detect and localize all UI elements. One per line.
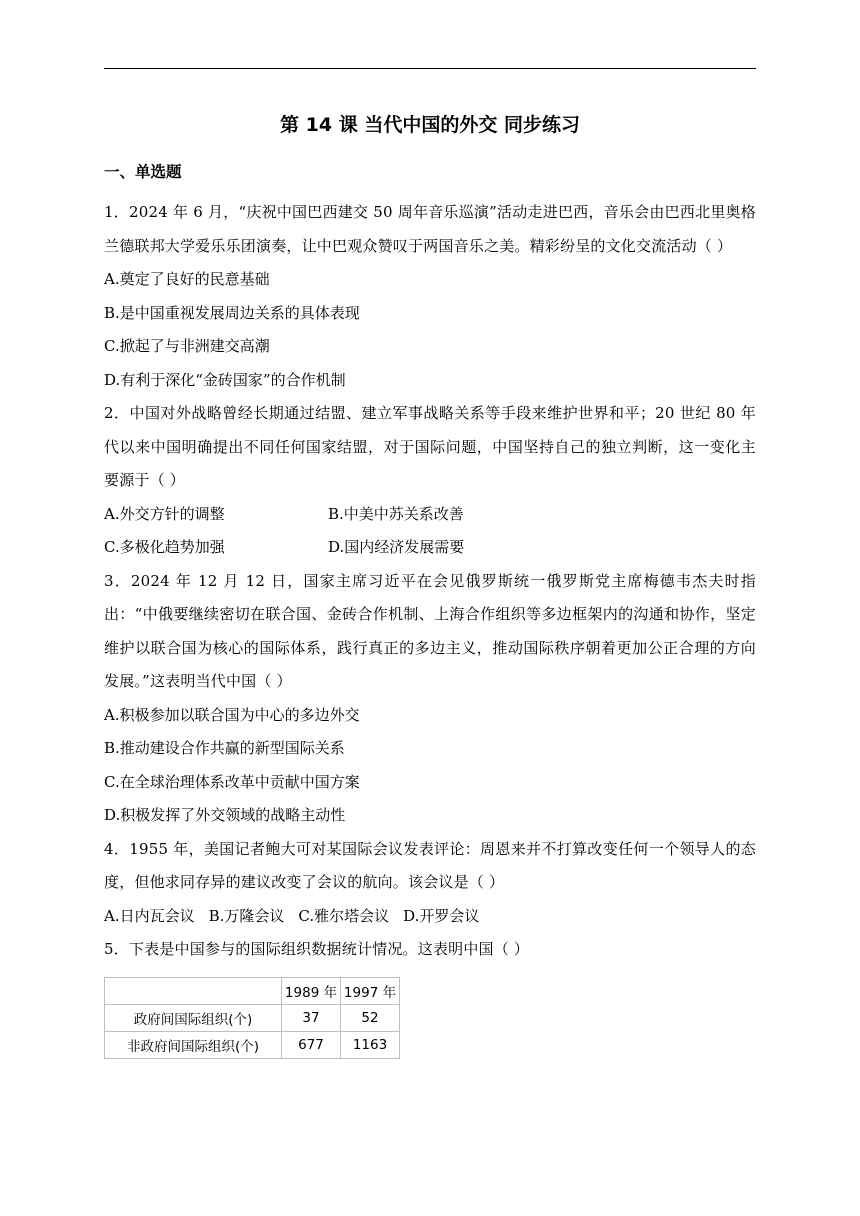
table-row	[105, 1004, 400, 1031]
question-2-stem: 2．中国对外战略曾经长期通过结盟、建立军事战略关系等手段来维护世界和平；20 世纪 80 年代以来中国明确提出不同任何国家结盟，对于国际问题，中国坚持自己的独立判断，这一变化主要源于（ ）	[104, 404, 756, 489]
table-row	[105, 1031, 400, 1058]
question-5-stem: 5．下表是中国参与的国际组织数据统计情况。这表明中国（ ）	[104, 940, 530, 958]
table-cell: 37	[282, 1004, 341, 1031]
header-rule	[104, 68, 756, 69]
table-header-row	[105, 977, 400, 1004]
question-3-option-b[interactable]: B.推动建设合作共赢的新型国际关系	[104, 739, 345, 757]
question-4-options-row	[104, 900, 756, 934]
question-2-option-a[interactable]: A.外交方针的调整	[104, 504, 225, 523]
question-2-options-row-1	[104, 498, 756, 532]
question-2-options-row-2	[104, 531, 756, 565]
table-row-label: 政府间国际组织(个)	[105, 1004, 282, 1031]
table-cell: 1163	[341, 1031, 400, 1058]
question-1-option-d[interactable]: D.有利于深化“金砖国家”的合作机制	[104, 370, 346, 389]
question-4-stem: 4．1955 年，美国记者鲍大可对某国际会议发表评论：周恩来并不打算改变任何一个领导人的态度，但他求同存异的建议改变了会议的航向。该会议是（ ）	[104, 839, 756, 891]
question-4-option-c[interactable]: C.雅尔塔会议	[298, 906, 390, 925]
question-1-option-b[interactable]: B.是中国重视发展周边关系的具体表现	[104, 303, 360, 322]
question-2-option-b[interactable]: B.中美中苏关系改善	[328, 504, 464, 523]
question-3-stem: 3．2024 年 12 月 12 日，国家主席习近平在会见俄罗斯统一俄罗斯党主席梅德韦杰夫时指出：“中俄要继续密切在联合国、金砖合作机制、上海合作组织等多边框架内的沟通和协作，坚定维护以联合国为核心的国际体系，践行真正的多边主义，推动国际秩序朝着更加公正合理的方向发展。”这表明当代中国（ ）	[104, 571, 756, 690]
question-4-option-a[interactable]: A.日内瓦会议	[104, 906, 195, 925]
question-2-option-c[interactable]: C.多极化趋势加强	[104, 538, 225, 556]
question-3-option-d[interactable]: D.积极发挥了外交领域的战略主动性	[104, 806, 346, 824]
question-list	[104, 196, 756, 1059]
table-header-cell	[105, 977, 282, 1004]
question-3-option-a[interactable]: A.积极参加以联合国为中心的多边外交	[104, 705, 360, 724]
table-cell: 52	[341, 1004, 400, 1031]
page-title: 第 14 课 当代中国的外交 同步练习	[280, 114, 580, 136]
table-header-cell: 1989 年	[282, 977, 341, 1004]
organization-stats-table	[104, 977, 400, 1059]
table-row-label: 非政府间国际组织(个)	[105, 1031, 282, 1058]
question-4-option-d[interactable]: D.开罗会议	[403, 906, 480, 925]
question-4-option-b[interactable]: B.万隆会议	[208, 906, 285, 925]
question-1-option-c[interactable]: C.掀起了与非洲建交高潮	[104, 337, 270, 355]
table-header-cell: 1997 年	[341, 977, 400, 1004]
question-1-option-a[interactable]: A.奠定了良好的民意基础	[104, 270, 270, 288]
question-3-option-c[interactable]: C.在全球治理体系改革中贡献中国方案	[104, 772, 360, 791]
question-2-option-d[interactable]: D.国内经济发展需要	[328, 538, 465, 556]
question-1-stem: 1．2024 年 6 月，“庆祝中国巴西建交 50 周年音乐巡演”活动走进巴西，音乐会由巴西北里奥格兰德联邦大学爱乐乐团演奏，让中巴观众赞叹于两国音乐之美。精彩纷呈的文化交流活动（ ）	[104, 203, 756, 255]
table-cell: 677	[282, 1031, 341, 1058]
section-heading: 一、单选题	[104, 163, 182, 181]
